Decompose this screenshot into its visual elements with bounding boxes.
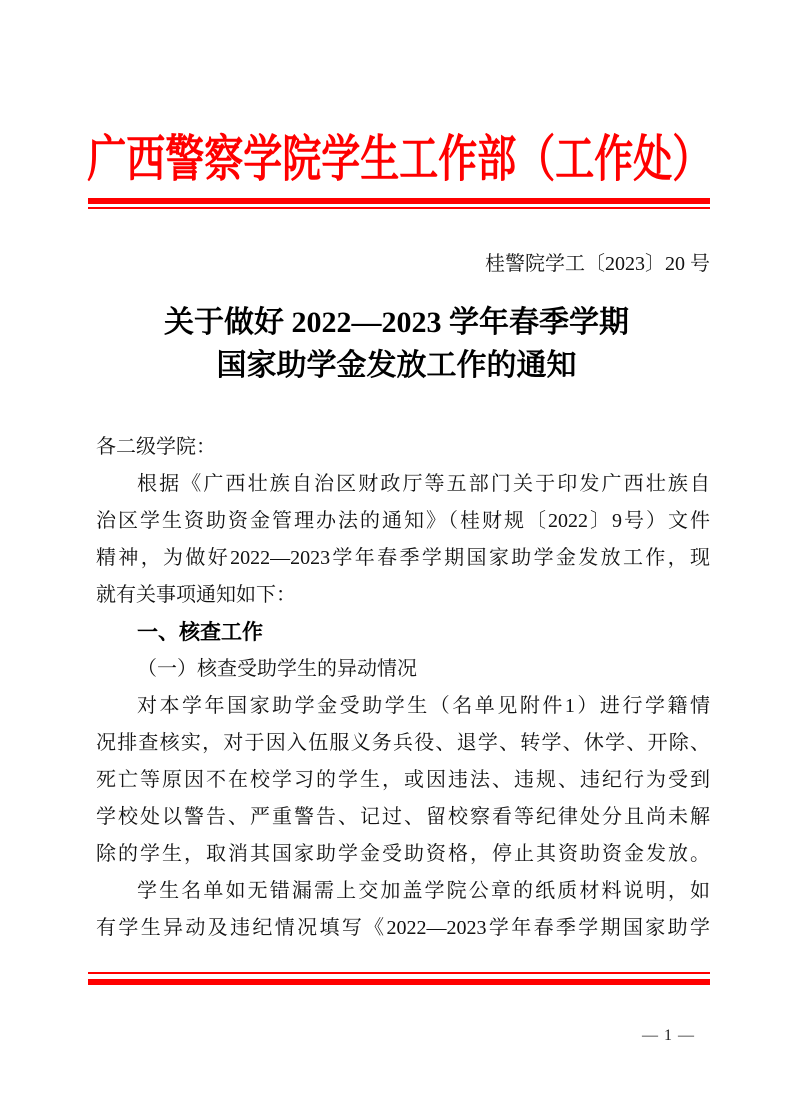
body-line: 况排查核实，对于因入伍服义务兵役、退学、转学、休学、开除、 <box>96 732 710 754</box>
body-line: 有学生异动及违纪情况填写《2022—2023学年春季学期国家助学 <box>96 917 710 939</box>
document-number: 桂警院学工〔2023〕20 号 <box>485 253 710 275</box>
salutation-line: 各二级学院： <box>96 436 216 458</box>
document-body <box>96 429 710 947</box>
body-line: 学校处以警告、严重警告、记过、留校察看等纪律处分且尚未解 <box>96 806 710 828</box>
subsection-heading: （一）核查受助学生的异动情况 <box>137 658 417 680</box>
body-line: 除的学生，取消其国家助学金受助资格，停止其资助资金发放。 <box>96 843 710 865</box>
section-heading: 一、核查工作 <box>137 621 263 644</box>
body-line: 就有关事项通知如下： <box>96 584 296 606</box>
letterhead-double-rule <box>88 198 710 209</box>
letterhead-org-title: 广西警察学院学生工作部（工作处） <box>87 131 712 187</box>
document-title-line2: 国家助学金发放工作的通知 <box>216 349 577 382</box>
body-line: 精神，为做好2022—2023学年春季学期国家助学金发放工作，现 <box>96 547 710 569</box>
body-line: 学生名单如无错漏需上交加盖学院公章的纸质材料说明，如 <box>137 880 710 902</box>
page-number: — 1 — <box>642 1027 695 1044</box>
body-line: 根据《广西壮族自治区财政厅等五部门关于印发广西壮族自 <box>137 473 710 495</box>
body-line: 死亡等原因不在校学习的学生，或因违法、违规、违纪行为受到 <box>96 769 710 791</box>
document-title <box>0 301 793 387</box>
body-line: 对本学年国家助学金受助学生（名单见附件1）进行学籍情 <box>137 695 710 717</box>
footer-double-rule <box>88 972 710 985</box>
body-line: 治区学生资助资金管理办法的通知》（桂财规〔2022〕9号）文件 <box>96 510 710 532</box>
document-title-line1: 关于做好 2022—2023 学年春季学期 <box>164 306 629 339</box>
